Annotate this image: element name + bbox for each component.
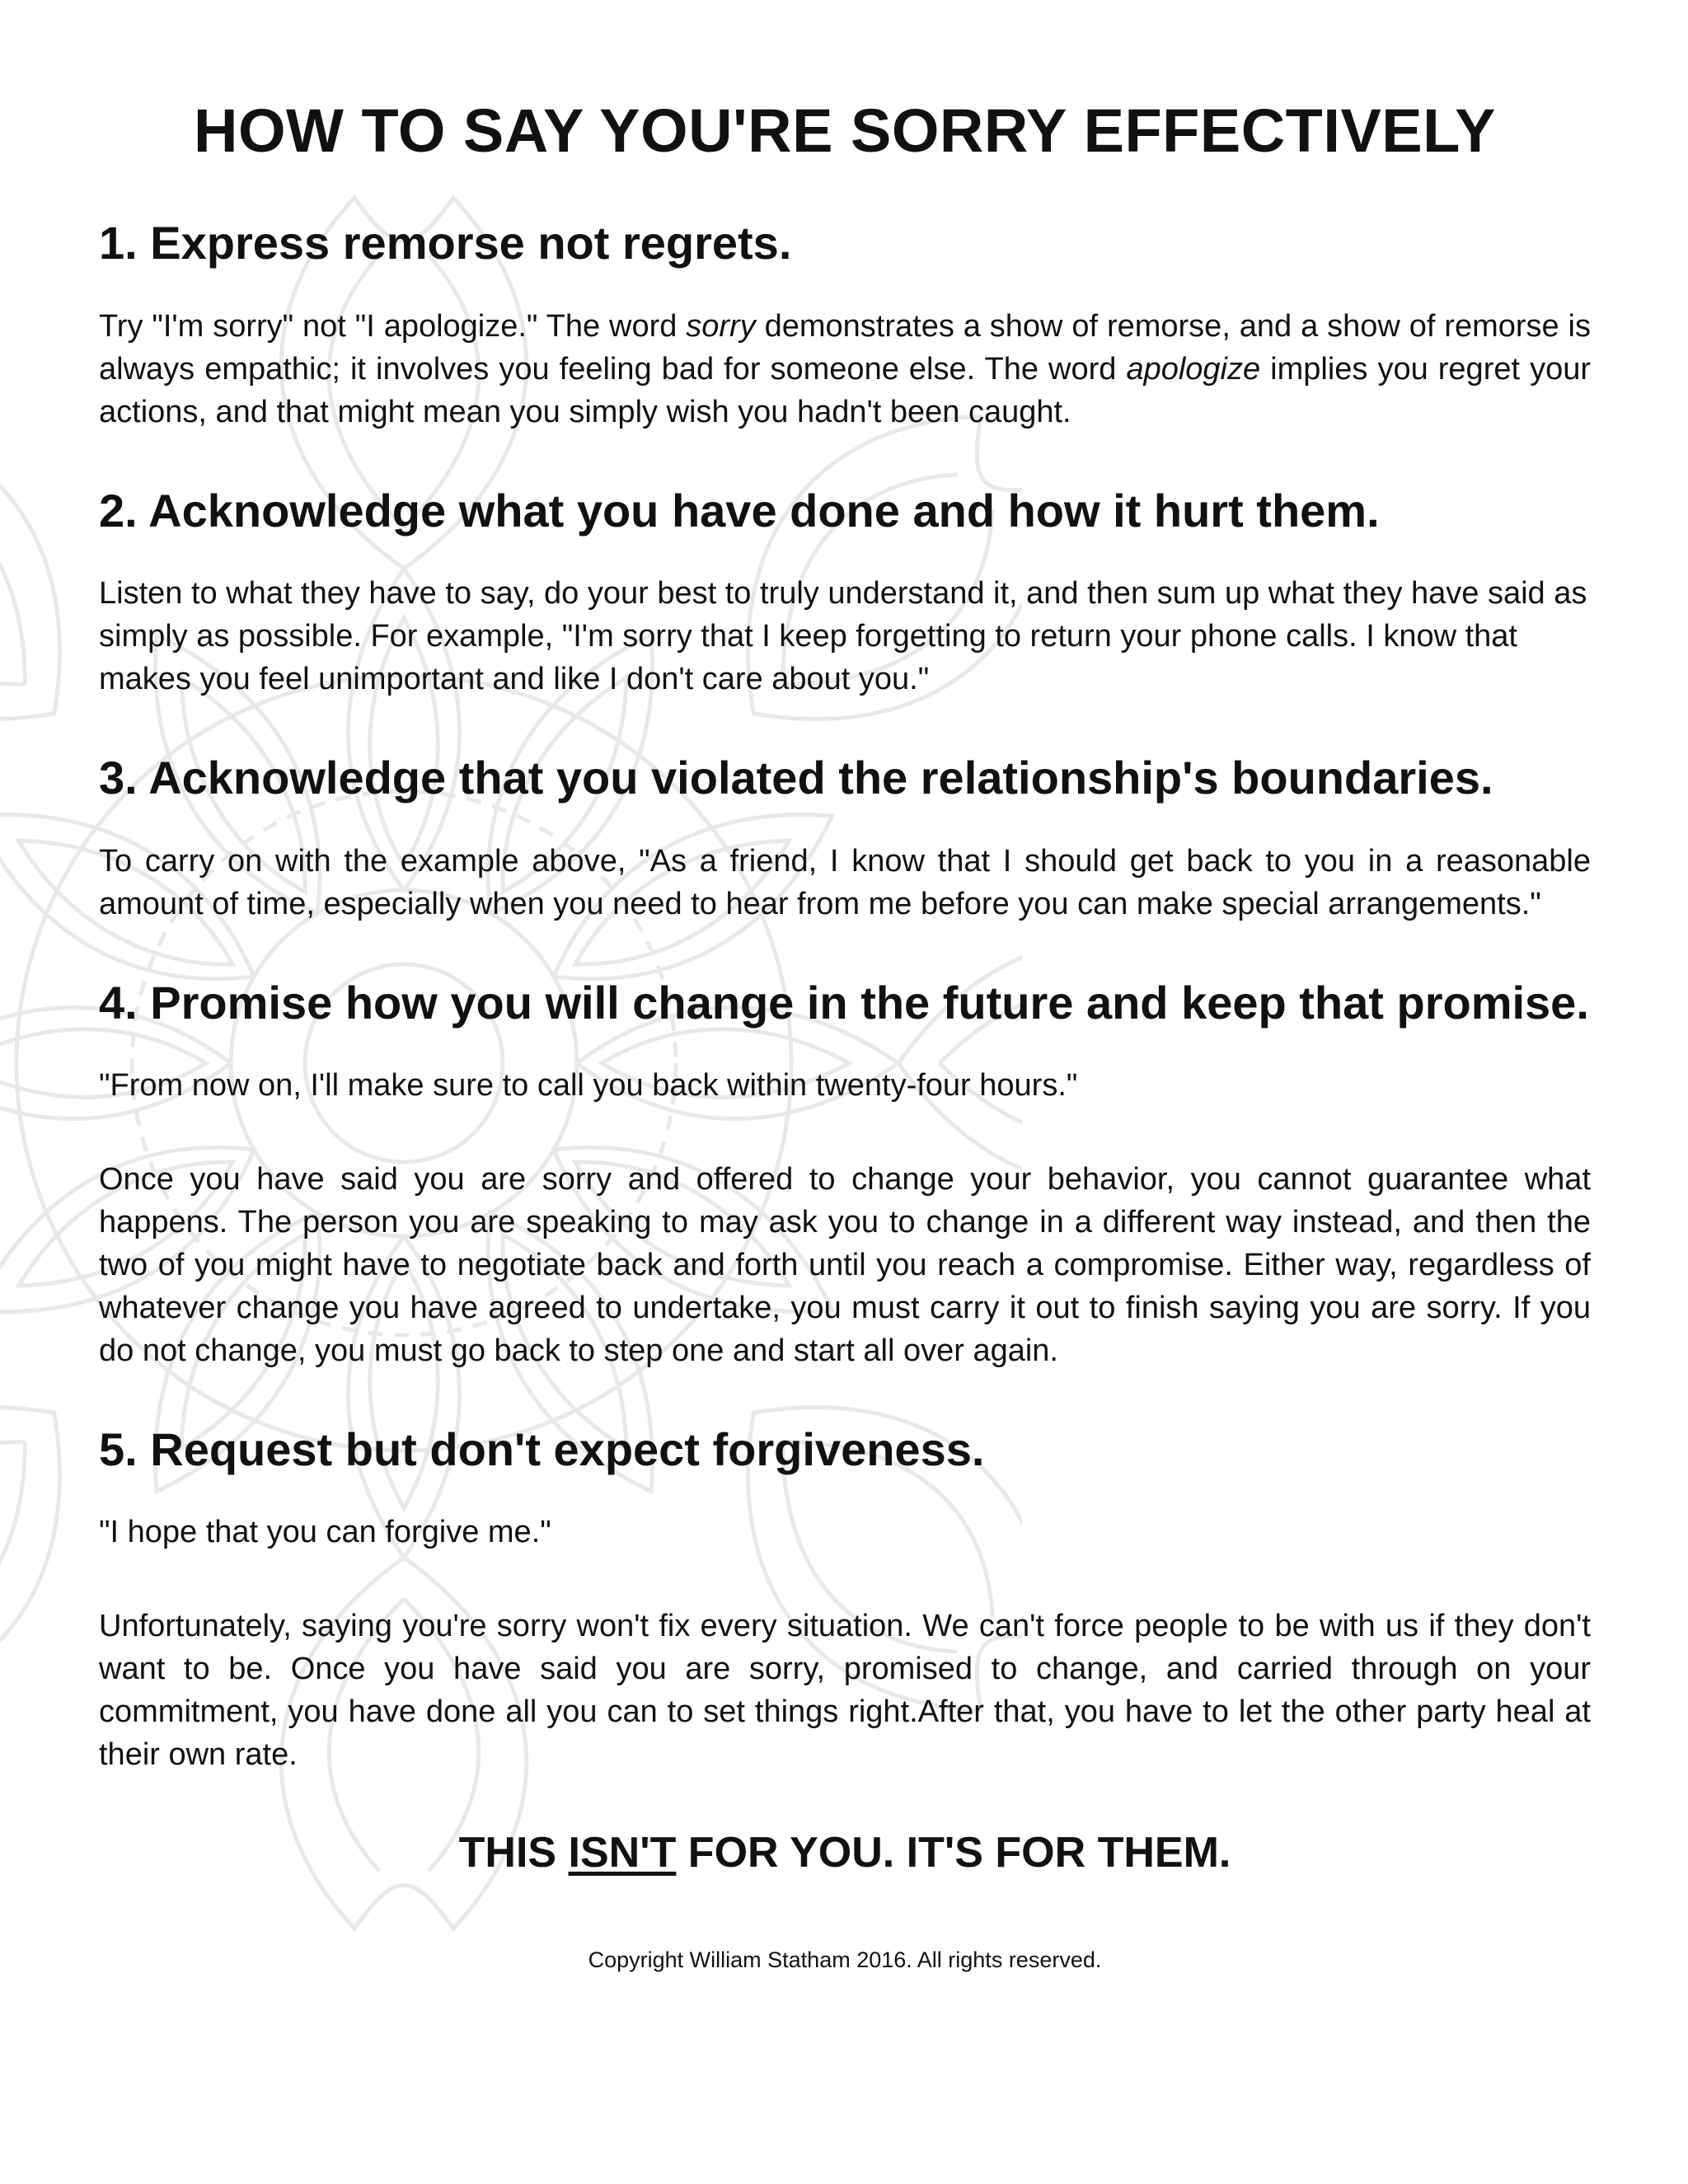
section-5 bbox=[99, 1423, 1591, 1776]
closing-underlined-text: ISN'T bbox=[568, 1829, 677, 1877]
section-paragraph: To carry on with the example above, "As a friend, I know that I should get back to you in a reasonable amount of time, especially when you need to hear from me before you can make special arrangements." bbox=[99, 843, 1591, 921]
paragraph-text: implies you regret your actions, and that might mean you simply wish you hadn't been caught. bbox=[99, 351, 1591, 429]
quote-paragraph: "I hope that you can forgive me." bbox=[99, 1515, 551, 1550]
section-paragraph: Unfortunately, saying you're sorry won't fix every situation. We can't force people to be with us if they don't want to be. Once you have said you are sorry, promised to change, and carried through on your commitment, you have done all you can to set things right.After that, you have to let the other party heal at their own rate. bbox=[99, 1609, 1591, 1773]
section-heading: 2. Acknowledge what you have done and how it hurt them. bbox=[99, 484, 1380, 537]
section-heading: 3. Acknowledge that you violated the relationship's boundaries. bbox=[99, 752, 1493, 804]
section-paragraph: Listen to what they have to say, do your best to truly understand it, and then sum up what they have said as simply as possible. For example, "I'm sorry that I keep forgetting to return your phone calls. I know that makes you feel unimportant and like I don't care about you." bbox=[99, 576, 1587, 697]
section-paragraph bbox=[99, 305, 1591, 434]
emphasis-text: sorry bbox=[686, 308, 756, 344]
section-3 bbox=[99, 752, 1591, 925]
section-2 bbox=[99, 485, 1591, 701]
copyright-notice: Copyright William Statham 2016. All rights reserved. bbox=[588, 1947, 1102, 1972]
section-paragraph: Once you have said you are sorry and offered to change your behavior, you cannot guarantee what happens. The person you are speaking to may ask you to change in a different way instead, and then the two of you might have to negotiate back and forth until you reach a compromise. Either way, regardless of whatever change you have agreed to undertake, you must carry it out to finish saying you are sorry. If you do not change, you must go back to step one and start all over again. bbox=[99, 1161, 1591, 1368]
section-heading: 1. Express remorse not regrets. bbox=[99, 217, 792, 269]
emphasis-text: apologize bbox=[1126, 351, 1261, 387]
closing-text: FOR YOU. IT'S FOR THEM. bbox=[676, 1829, 1231, 1877]
closing-statement bbox=[99, 1827, 1591, 1878]
page-title: HOW TO SAY YOU'RE SORRY EFFECTIVELY bbox=[194, 96, 1496, 165]
quote-paragraph: "From now on, I'll make sure to call you back within twenty-four hours." bbox=[99, 1067, 1078, 1103]
section-heading: 4. Promise how you will change in the future and keep that promise. bbox=[99, 976, 1589, 1029]
section-4 bbox=[99, 977, 1591, 1372]
closing-text: THIS bbox=[458, 1829, 569, 1877]
paragraph-text: demonstrates a show of remorse, and a show of remorse is always empathic; it involves you feeling bad for someone else. The word bbox=[99, 308, 1591, 387]
section-1 bbox=[99, 217, 1591, 433]
paragraph-text: Try "I'm sorry" not "I apologize." The word bbox=[99, 308, 687, 344]
section-heading: 5. Request but don't expect forgiveness. bbox=[99, 1422, 985, 1475]
